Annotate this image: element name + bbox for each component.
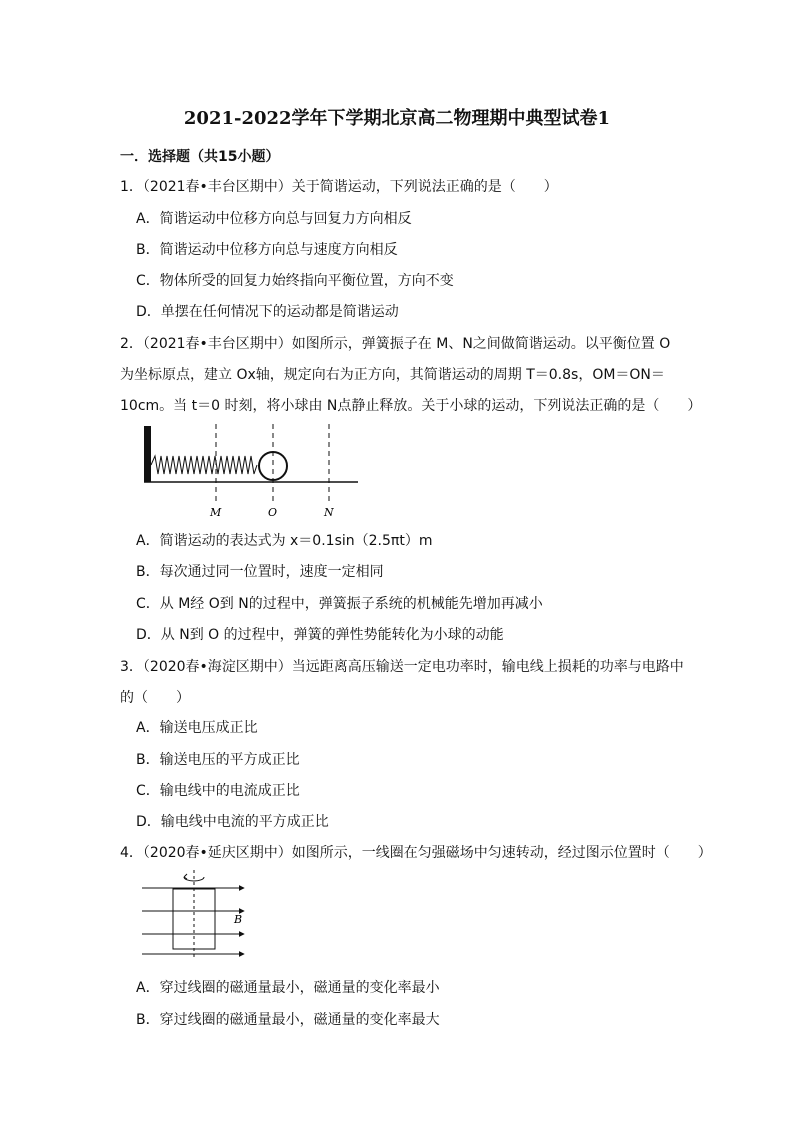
q4-option-a: A．穿过线圈的磁通量最小，磁通量的变化率最小 — [136, 980, 440, 996]
label-n: N — [324, 506, 334, 519]
label-b: B — [234, 913, 243, 926]
ball — [259, 452, 287, 480]
q2-option-a: A．简谐运动的表达式为 x＝0.1sin（2.5πt）m — [136, 533, 433, 549]
q1-option-c: C．物体所受的回复力始终指向平衡位置，方向不变 — [136, 273, 454, 289]
q2-stem-line-3: 10cm。当 t＝0 时刻，将小球由 N点静止释放。关于小球的运动，下列说法正确的是（ ） — [120, 398, 702, 414]
q3-option-b: B．输送电压的平方成正比 — [136, 752, 300, 768]
q4-stem: 4．（2020春•延庆区期中）如图所示，一线圈在匀强磁场中匀速转动，经过图示位置时（ ） — [120, 845, 712, 861]
q2-option-d: D．从 N到 O 的过程中，弹簧的弹性势能转化为小球的动能 — [136, 627, 504, 643]
q2-option-c: C．从 M经 O到 N的过程中，弹簧振子系统的机械能先增加再减小 — [136, 596, 543, 612]
q3-option-c: C．输电线中的电流成正比 — [136, 783, 300, 799]
q1-option-d: D．单摆在任何情况下的运动都是简谐运动 — [136, 304, 399, 320]
q2-stem-line-2: 为坐标原点，建立 Ox轴，规定向右为正方向，其简谐运动的周期 T＝0.8s，OM＝ON＝ — [120, 367, 665, 383]
q3-option-d: D．输电线中电流的平方成正比 — [136, 814, 329, 830]
q3-stem-line-1: 3．（2020春•海淀区期中）当远距离高压输送一定电功率时，输电线上损耗的功率与电路中 — [120, 659, 684, 675]
wall — [144, 426, 151, 482]
label-o: O — [268, 506, 278, 519]
q1-stem: 1．（2021春•丰台区期中）关于简谐运动，下列说法正确的是（ ） — [120, 179, 558, 195]
exam-title: 2021-2022学年下学期北京高二物理期中典型试卷1 — [183, 108, 611, 129]
q2-stem-line-1: 2．（2021春•丰台区期中）如图所示，弹簧振子在 M、N之间做简谐运动。以平衡位置 O — [120, 336, 671, 352]
rotating-coil-figure — [140, 866, 252, 962]
spring-oscillator-figure — [138, 420, 368, 522]
q3-stem-line-2: 的（ ） — [120, 690, 190, 706]
section-heading: 一．选择题（共15小题） — [120, 149, 280, 165]
q2-option-b: B．每次通过同一位置时，速度一定相同 — [136, 564, 384, 580]
label-m: M — [210, 506, 222, 519]
q1-option-a: A．简谐运动中位移方向总与回复力方向相反 — [136, 211, 412, 227]
q3-option-a: A．输送电压成正比 — [136, 720, 258, 736]
q1-option-b: B．简谐运动中位移方向总与速度方向相反 — [136, 242, 398, 258]
q4-option-b: B．穿过线圈的磁通量最小，磁通量的变化率最大 — [136, 1012, 440, 1028]
spring — [151, 456, 257, 474]
